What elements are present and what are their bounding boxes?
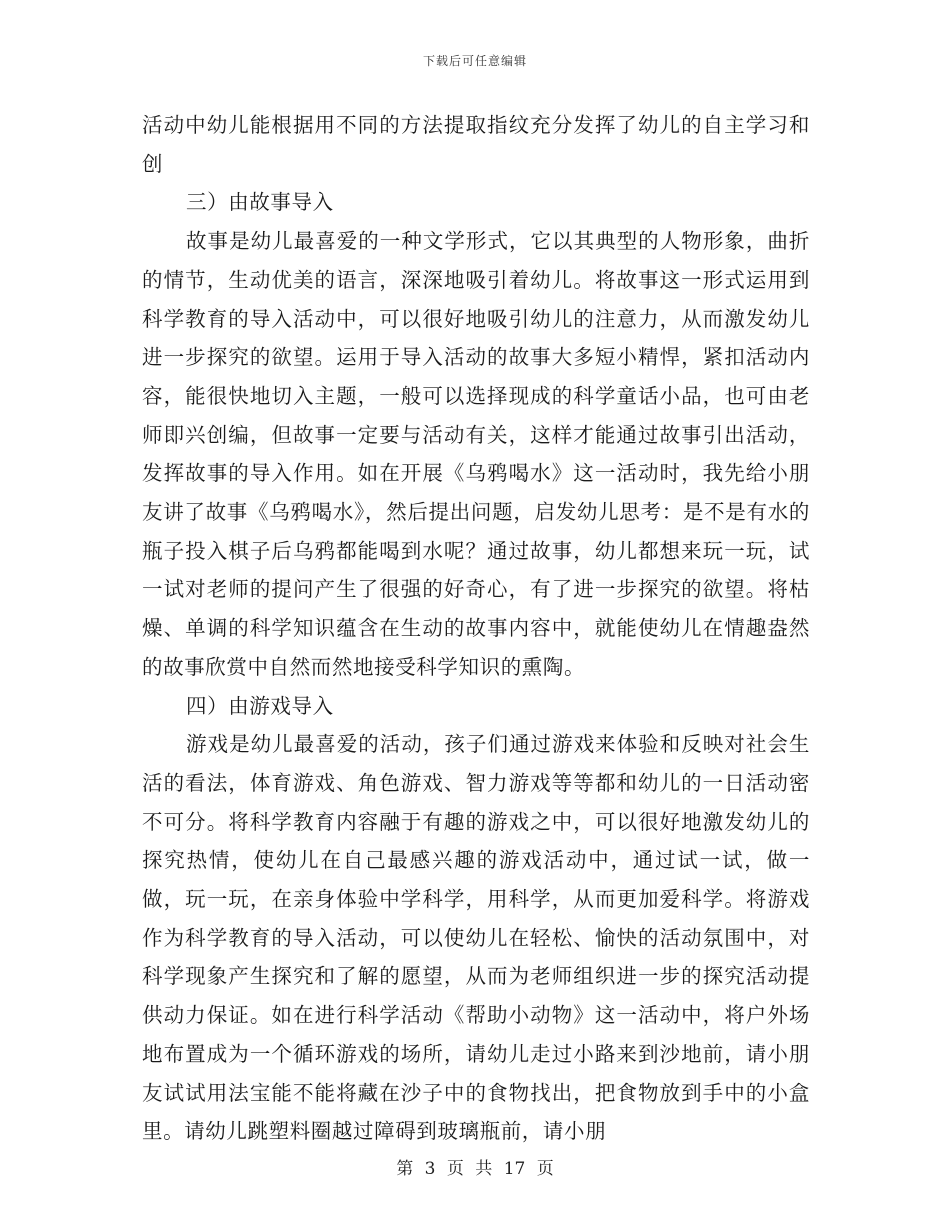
page-header: 下载后可任意编辑 <box>422 54 527 68</box>
section-heading-story: 三）由故事导入 <box>186 190 334 215</box>
page-number: 第 3 页 共 17 页 <box>396 1159 554 1179</box>
section-heading-game: 四）由游戏导入 <box>186 693 334 718</box>
paragraph-story: 故事是幼儿最喜爱的一种文学形式，它以其典型的人物形象，曲折的情节，生动优美的语言，深深地吸引着幼儿。将故事这一形式运用到科学教育的导入活动中，可以很好地吸引幼儿的注意力，从而激发幼儿进一步探究的欲望。运用于导入活动的故事大多短小精悍，紧扣活动内容，能很快地切入主题，一般可以选择现成的科学童话小品，也可由老师即兴创编，但故事一定要与活动有关，这样才能通过故事引出活动，发挥故事的导入作用。如在开展《乌鸦喝水》这一活动时，我先给小朋友讲了故事《乌鸦喝水》，然后提出问题，启发幼儿思考：是不是有水的瓶子投入棋子后乌鸦都能喝到水呢？通过故事，幼儿都想来玩一玩，试一试对老师的提问产生了很强的好奇心，有了进一步探究的欲望。将枯燥、单调的科学知识蕴含在生动的故事内容中，就能使幼儿在情趣盎然的故事欣赏中自然而然地接受科学知识的熏陶。 <box>142 229 810 679</box>
document-body <box>142 106 810 1151</box>
paragraph-game: 游戏是幼儿最喜爱的活动，孩子们通过游戏来体验和反映对社会生活的看法，体育游戏、角色游戏、智力游戏等等都和幼儿的一日活动密不可分。将科学教育内容融于有趣的游戏之中，可以很好地激发幼儿的探究热情，使幼儿在自己最感兴趣的游戏活动中，通过试一试，做一做，玩一玩，在亲身体验中学科学，用科学，从而更加爱科学。将游戏作为科学教育的导入活动，可以使幼儿在轻松、愉快的活动氛围中，对科学现象产生探究和了解的愿望，从而为老师组织进一步的探究活动提供动力保证。如在进行科学活动《帮助小动物》这一活动中，将户外场地布置成为一个循环游戏的场所，请幼儿走过小路来到沙地前，请小朋友试试用法宝能不能将藏在沙子中的食物找出，把食物放到手中的小盒里。请幼儿跳塑料圈越过障碍到玻璃瓶前，请小朋 <box>142 732 810 1144</box>
paragraph-continuation: 活动中幼儿能根据用不同的方法提取指纹充分发挥了幼儿的自主学习和创 <box>142 113 810 176</box>
